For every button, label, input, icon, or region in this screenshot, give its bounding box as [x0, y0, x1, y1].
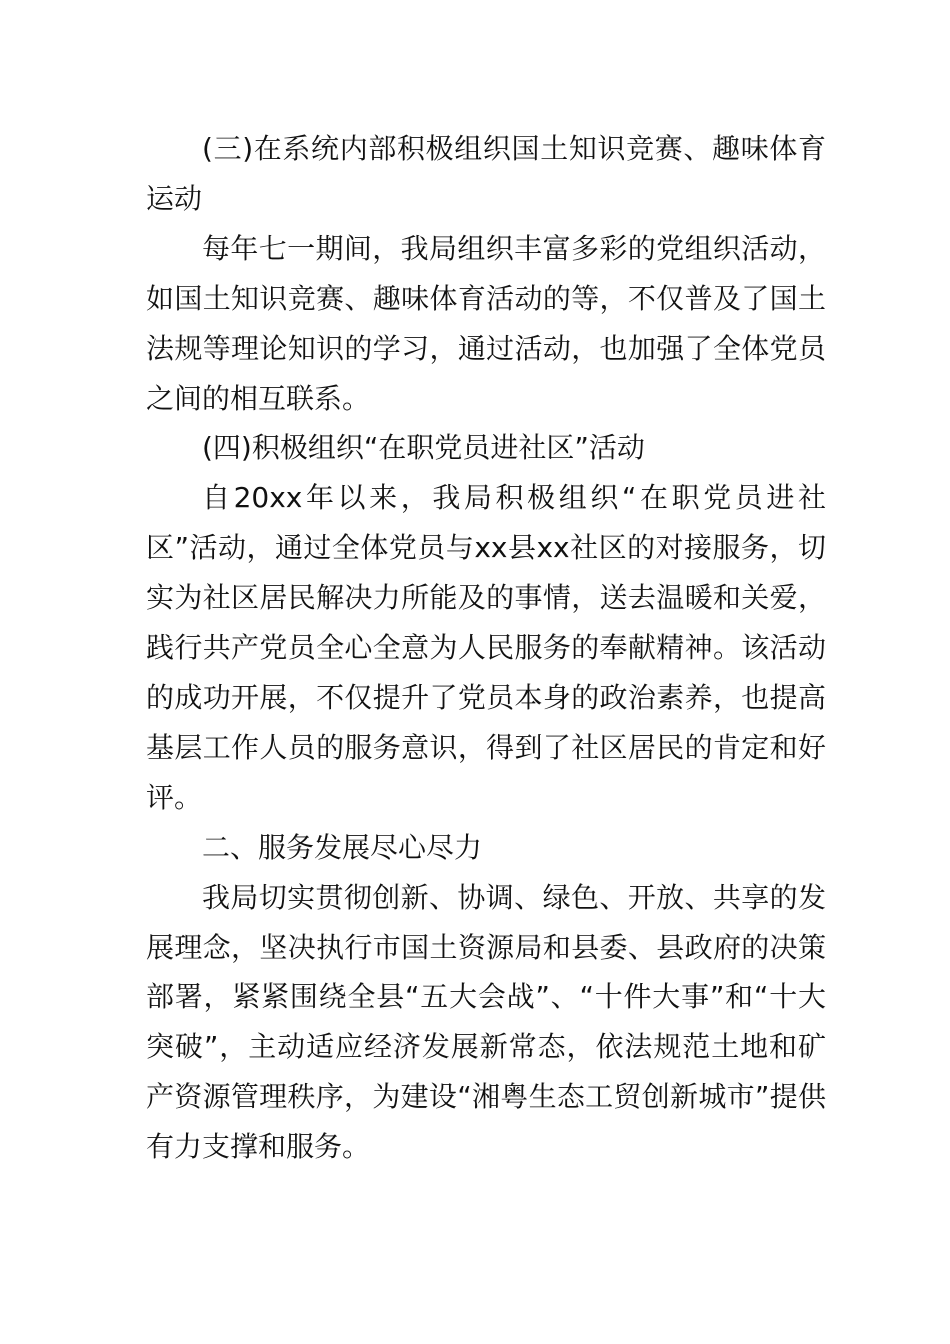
document-body	[146, 124, 826, 1172]
body-paragraph: 自20xx年以来，我局积极组织“在职党员进社区”活动，通过全体党员与xx县xx社区的对接服务，切实为社区居民解决力所能及的事情，送去温暖和关爱，践行共产党员全心全意为人民服务的奉献精神。该活动的成功开展，不仅提升了党员本身的政治素养，也提高基层工作人员的服务意识，得到了社区居民的肯定和好评。	[146, 481, 826, 814]
section-heading-4: (四)积极组织“在职党员进社区”活动	[202, 431, 645, 465]
section-heading-3: (三)在系统内部积极组织国土知识竞赛、趣味体育运动	[146, 132, 826, 215]
body-paragraph: 我局切实贯彻创新、协调、绿色、开放、共享的发展理念，坚决执行市国土资源局和县委、县政府的决策部署，紧紧围绕全县“五大会战”、“十件大事”和“十大突破”，主动适应经济发展新常态，依法规范土地和矿产资源管理秩序，为建设“湘粤生态工贸创新城市”提供有力支撑和服务。	[146, 880, 826, 1164]
section-heading-2: 二、服务发展尽心尽力	[202, 830, 483, 864]
body-paragraph: 每年七一期间，我局组织丰富多彩的党组织活动，如国土知识竞赛、趣味体育活动的等，不仅普及了国土法规等理论知识的学习，通过活动，也加强了全体党员之间的相互联系。	[146, 231, 826, 415]
